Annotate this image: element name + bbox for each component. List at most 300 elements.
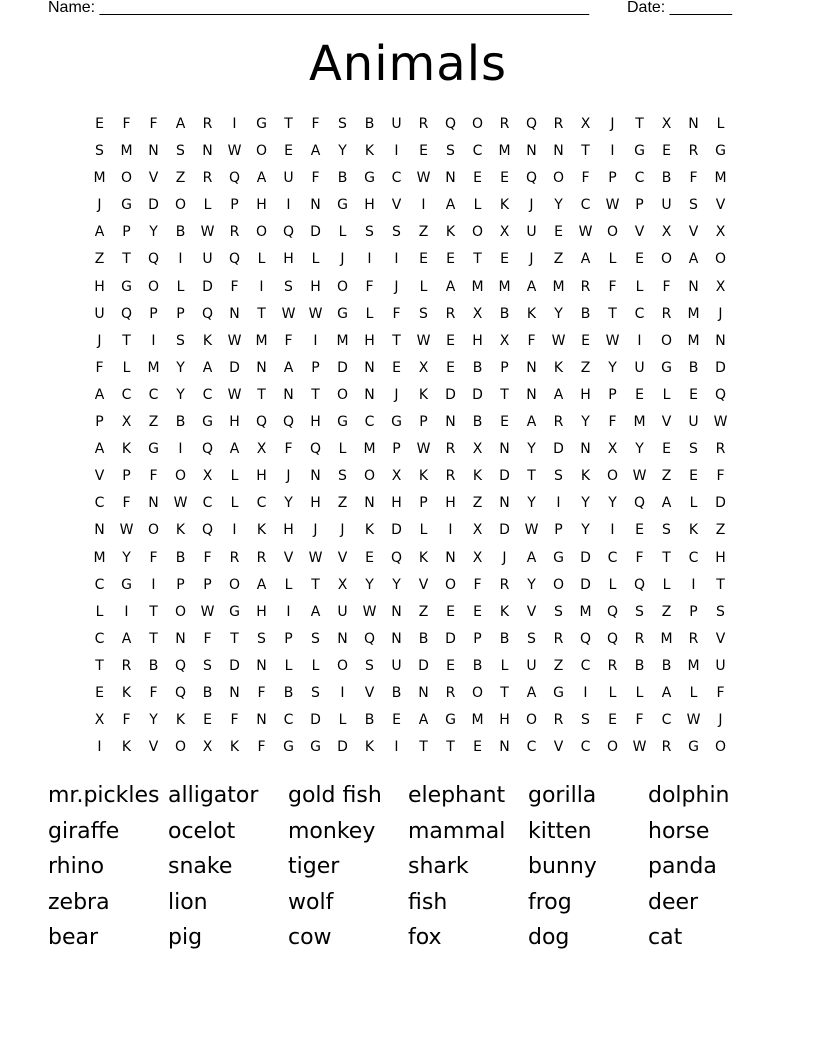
grid-letter: W [632,739,647,756]
grid-letter: K [364,143,375,160]
grid-letter: R [418,116,429,132]
grid-letter: G [445,712,456,729]
grid-letter: N [499,495,510,512]
grid-letter: E [635,522,644,539]
grid-letter: Y [608,495,617,512]
grid-letter: F [257,684,266,701]
grid-letter: E [446,359,455,376]
grid-letter: E [500,170,509,187]
grid-letter: D [391,522,402,539]
grid-letter: U [337,603,348,620]
grid-letter: S [689,441,698,458]
grid-letter: F [230,278,239,295]
grid-letter: A [688,251,699,268]
grid-letter: R [553,630,564,647]
grid-letter: Q [579,630,592,647]
grid-letter: D [418,657,429,674]
grid-letter: K [418,549,429,566]
grid-letter: S [257,630,266,647]
word-list-item: cow [288,925,332,950]
grid-letter: O [363,468,376,485]
grid-letter: G [148,441,159,458]
grid-letter: K [121,441,132,458]
grid-letter: E [446,332,455,349]
grid-letter: P [284,630,293,647]
grid-letter: H [580,386,591,403]
grid-letter: L [419,522,428,539]
grid-letter: J [313,522,318,539]
grid-letter: L [257,251,266,268]
grid-letter: Y [176,386,185,403]
grid-letter: M [552,278,565,295]
grid-letter: C [202,495,213,512]
grid-letter: Q [525,170,538,187]
grid-letter: O [147,278,160,295]
grid-letter: K [418,468,429,485]
grid-letter: L [284,657,293,674]
grid-letter: N [688,278,699,295]
grid-letter: G [337,305,348,322]
grid-letter: C [256,495,267,512]
grid-letter: T [608,305,617,322]
grid-letter: F [95,359,104,376]
grid-letter: X [661,224,672,241]
grid-letter: Z [715,522,726,539]
grid-letter: T [149,630,158,647]
grid-letter: D [337,739,348,756]
grid-letter: E [635,386,644,403]
grid-letter: L [635,684,644,701]
grid-letter: W [416,170,431,187]
grid-letter: O [471,224,484,241]
grid-letter: J [718,712,723,729]
grid-letter: P [95,414,104,431]
grid-letter: Z [418,603,429,620]
grid-letter: C [634,170,645,187]
grid-letter: F [203,549,212,566]
grid-letter: F [365,278,374,295]
grid-letter: F [473,576,482,593]
grid-letter: F [635,549,644,566]
grid-letter: H [94,278,105,295]
grid-letter: L [230,468,239,485]
grid-letter: W [605,197,620,214]
grid-letter: M [498,143,511,160]
grid-letter: I [637,332,642,349]
grid-letter: K [202,332,213,349]
grid-letter: L [419,278,428,295]
grid-letter: B [364,712,375,729]
grid-letter: P [419,414,428,431]
grid-letter: R [553,414,564,431]
grid-letter: F [662,278,671,295]
grid-letter: W [524,522,539,539]
grid-letter: N [391,603,402,620]
grid-letter: N [148,495,159,512]
grid-letter: N [499,441,510,458]
grid-letter: E [446,603,455,620]
grid-letter: T [122,251,131,268]
grid-letter: X [472,522,483,539]
grid-letter: D [310,224,321,241]
grid-letter: Q [525,116,538,132]
grid-letter: R [121,657,132,674]
grid-letter: L [176,278,185,295]
grid-letter: H [445,495,456,512]
grid-letter: O [471,684,484,701]
grid-letter: R [688,630,699,647]
grid-letter: A [94,386,105,403]
grid-letter: S [662,522,671,539]
grid-letter: I [232,522,237,539]
grid-letter: E [554,224,563,241]
grid-letter: Y [581,414,590,431]
grid-letter: K [580,468,591,485]
grid-letter: M [498,278,511,295]
grid-letter: I [394,143,399,160]
grid-letter: H [229,414,240,431]
grid-letter: S [338,468,347,485]
grid-letter: O [228,576,241,593]
grid-letter: J [529,251,534,268]
grid-letter: Q [714,386,727,403]
grid-letter: U [391,657,402,674]
grid-letter: A [418,712,429,729]
grid-letter: Q [282,414,295,431]
grid-letter: P [122,468,131,485]
grid-letter: C [634,305,645,322]
grid-letter: L [608,576,617,593]
grid-letter: G [553,684,564,701]
grid-letter: N [445,549,456,566]
grid-letter: K [499,197,510,214]
grid-letter: L [311,657,320,674]
grid-letter: K [121,684,132,701]
grid-letter: G [688,739,699,756]
grid-letter: F [392,305,401,322]
grid-letter: N [364,495,375,512]
grid-letter: L [689,684,698,701]
grid-letter: T [500,684,509,701]
grid-letter: T [446,739,455,756]
grid-letter: V [391,197,402,214]
grid-letter: C [283,712,294,729]
grid-letter: I [286,197,291,214]
grid-letter: E [500,414,509,431]
grid-letter: U [526,657,537,674]
word-list-item: bear [48,925,99,950]
grid-letter: V [634,224,645,241]
word-list-item: gorilla [528,783,597,808]
grid-letter: L [716,116,725,132]
grid-letter: S [311,684,320,701]
grid-letter: B [499,630,510,647]
grid-letter: G [229,603,240,620]
grid-letter: M [120,143,133,160]
grid-letter: S [554,468,563,485]
grid-letter: G [202,414,213,431]
grid-letter: H [310,414,321,431]
grid-letter: F [149,468,158,485]
grid-letter: N [391,630,402,647]
grid-letter: L [338,224,347,241]
grid-letter: D [310,712,321,729]
grid-letter: Z [337,495,348,512]
grid-letter: Z [148,414,159,431]
grid-letter: I [394,739,399,756]
grid-letter: I [97,739,102,756]
word-list-item: zebra [48,889,110,915]
grid-letter: N [202,143,213,160]
grid-letter: H [256,468,267,485]
grid-letter: M [660,630,673,647]
grid-letter: P [608,170,617,187]
grid-letter: X [472,549,483,566]
grid-letter: X [337,576,348,593]
grid-letter: I [232,116,237,132]
grid-letter: T [257,305,266,322]
grid-letter: X [391,468,402,485]
grid-letter: F [122,495,131,512]
grid-letter: U [688,414,699,431]
grid-letter: O [174,468,187,485]
grid-letter: P [554,522,563,539]
grid-letter: Y [554,197,563,214]
word-list-item: mr.pickles [48,783,160,808]
grid-letter: I [583,684,588,701]
grid-letter: K [499,603,510,620]
grid-letter: L [230,495,239,512]
grid-letter: Y [176,359,185,376]
grid-letter: N [256,359,267,376]
word-list-item: tiger [288,854,340,879]
grid-letter: N [310,468,321,485]
grid-letter: Q [201,441,214,458]
grid-letter: G [337,414,348,431]
grid-letter: N [526,386,537,403]
grid-letter: O [552,170,565,187]
grid-letter: I [286,603,291,620]
grid-letter: B [688,359,699,376]
grid-letter: H [715,549,726,566]
grid-letter: C [202,386,213,403]
grid-letter: F [230,712,239,729]
grid-letter: L [635,278,644,295]
grid-letter: E [392,359,401,376]
grid-letter: S [716,603,725,620]
grid-letter: Y [527,495,536,512]
grid-letter: A [661,495,672,512]
grid-letter: G [634,143,645,160]
grid-letter: U [94,305,105,322]
grid-letter: V [553,739,564,756]
grid-letter: X [256,441,267,458]
word-list-item: panda [648,854,717,879]
grid-letter: T [527,468,536,485]
grid-letter: K [526,305,537,322]
grid-letter: X [499,224,510,241]
grid-letter: E [608,712,617,729]
grid-letter: Y [122,549,131,566]
grid-letter: A [526,414,537,431]
grid-letter: N [688,116,699,132]
grid-letter: F [635,712,644,729]
grid-letter: N [148,143,159,160]
grid-letter: R [688,143,699,160]
grid-letter: M [714,170,727,187]
grid-letter: V [364,684,375,701]
grid-letter: M [255,332,268,349]
grid-letter: Q [120,305,133,322]
word-list-item: lion [168,889,208,915]
grid-letter: N [580,441,591,458]
grid-letter: Q [363,630,376,647]
word-search-grid [86,111,734,761]
grid-letter: C [94,495,105,512]
grid-letter: S [311,630,320,647]
grid-letter: G [256,116,267,132]
grid-letter: R [634,630,645,647]
grid-letter: N [229,684,240,701]
grid-letter: O [471,116,484,132]
grid-letter: Q [282,224,295,241]
grid-letter: H [499,712,510,729]
grid-letter: J [529,197,534,214]
grid-letter: U [283,170,294,187]
grid-letter: W [686,712,701,729]
grid-letter: R [607,657,618,674]
grid-letter: M [336,332,349,349]
grid-letter: B [337,170,348,187]
grid-letter: H [283,522,294,539]
grid-letter: S [338,116,347,132]
grid-letter: Z [418,224,429,241]
grid-letter: W [119,522,134,539]
grid-letter: C [148,386,159,403]
grid-letter: T [311,576,320,593]
grid-letter: Q [201,522,214,539]
grid-letter: M [147,359,160,376]
grid-letter: I [178,251,183,268]
date-field-line: Date: _______ [627,0,732,16]
grid-letter: P [176,305,185,322]
grid-letter: F [149,684,158,701]
grid-letter: O [336,386,349,403]
grid-letter: O [120,170,133,187]
grid-letter: L [689,495,698,512]
grid-letter: Z [661,603,672,620]
grid-letter: S [176,143,185,160]
grid-letter: D [202,278,213,295]
grid-letter: T [662,549,671,566]
grid-letter: F [257,739,266,756]
grid-letter: F [716,468,725,485]
grid-letter: P [473,630,482,647]
grid-letter: X [499,332,510,349]
grid-letter: T [392,332,401,349]
grid-letter: F [527,332,536,349]
grid-letter: B [391,684,402,701]
grid-letter: G [310,739,321,756]
grid-letter: F [203,630,212,647]
grid-letter: F [122,712,131,729]
grid-letter: O [552,576,565,593]
grid-letter: Y [581,522,590,539]
grid-letter: L [95,603,104,620]
grid-letter: N [283,386,294,403]
name-field-line: Name: _______________________________________________________ [48,0,589,16]
grid-letter: N [553,143,564,160]
grid-letter: T [311,386,320,403]
grid-letter: F [311,170,320,187]
grid-letter: V [715,197,726,214]
grid-letter: G [661,359,672,376]
grid-letter: A [202,359,213,376]
grid-letter: S [392,224,401,241]
grid-letter: D [553,441,564,458]
grid-letter: S [527,630,536,647]
grid-letter: M [687,657,700,674]
grid-letter: W [416,332,431,349]
grid-letter: R [499,576,510,593]
word-list-item: cat [648,925,683,950]
grid-letter: H [256,603,267,620]
grid-letter: D [445,386,456,403]
grid-letter: K [418,386,429,403]
grid-letter: H [364,197,375,214]
grid-letter: T [716,576,725,593]
grid-letter: Y [554,305,563,322]
grid-letter: F [716,684,725,701]
grid-letter: Q [444,116,457,132]
grid-letter: L [500,657,509,674]
grid-letter: H [310,495,321,512]
grid-letter: Y [284,495,293,512]
grid-letter: J [718,305,723,322]
grid-letter: F [311,116,320,132]
grid-letter: F [284,441,293,458]
word-list-item: giraffe [48,818,120,844]
grid-letter: E [95,684,104,701]
grid-letter: R [580,278,591,295]
grid-letter: T [473,251,482,268]
grid-letter: R [202,170,213,187]
grid-letter: Q [174,657,187,674]
grid-letter: E [473,170,482,187]
word-list-item: dolphin [648,783,730,808]
grid-letter: J [502,549,507,566]
grid-letter: K [256,522,267,539]
grid-letter: I [610,143,615,160]
grid-letter: X [580,116,591,132]
grid-letter: N [445,170,456,187]
grid-letter: X [418,359,429,376]
grid-letter: N [526,359,537,376]
grid-letter: H [391,495,402,512]
grid-letter: E [689,386,698,403]
grid-letter: R [229,549,240,566]
grid-letter: S [95,143,104,160]
grid-letter: M [579,603,592,620]
grid-letter: B [661,657,672,674]
grid-letter: R [445,468,456,485]
grid-letter: A [229,441,240,458]
grid-letter: W [362,603,377,620]
grid-letter: C [607,549,618,566]
grid-letter: U [526,224,537,241]
grid-letter: B [283,684,294,701]
grid-letter: G [715,143,726,160]
